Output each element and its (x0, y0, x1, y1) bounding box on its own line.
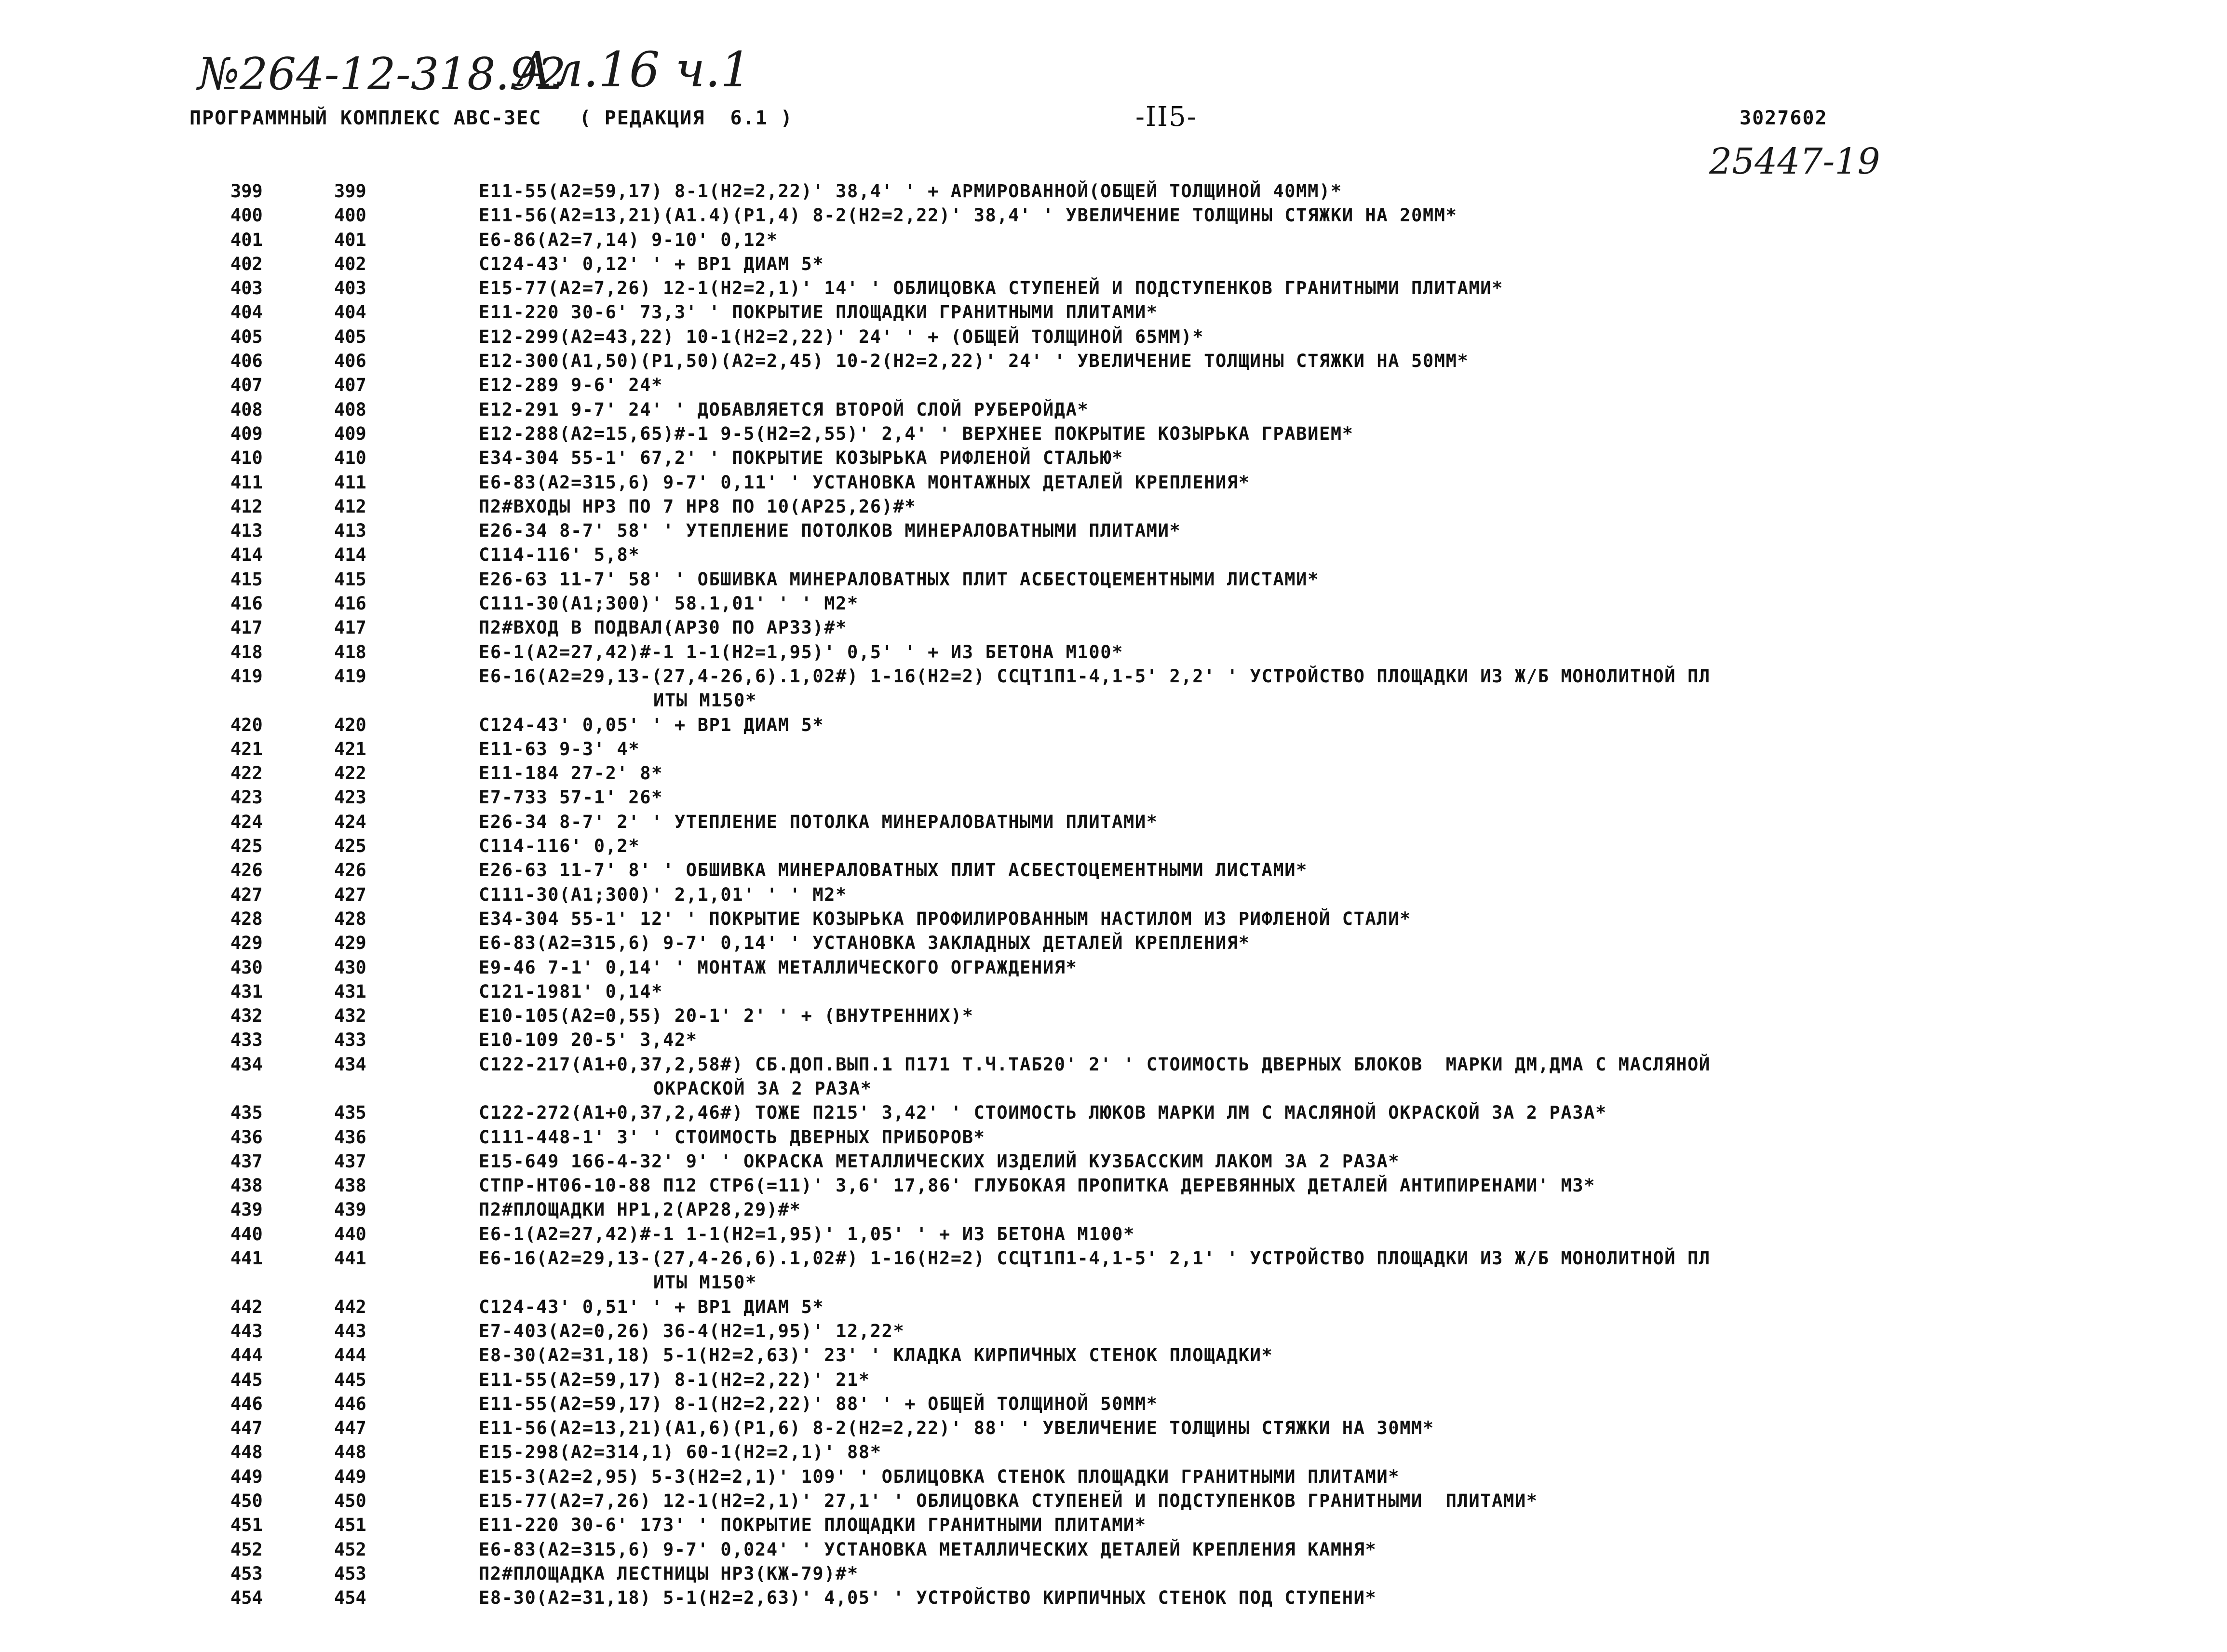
row-text: Е7-403(А2=0,26) 36-4(Н2=1,95)' 12,22* (479, 1320, 905, 1341)
listing-row (0, 1489, 2227, 1513)
row-number-secondary: 411 (334, 472, 366, 493)
program-header: ПРОГРАММНЫЙ КОМПЛЕКС АВС-3ЕС ( РЕДАКЦИЯ 6.1 ) (189, 107, 793, 129)
row-number-secondary: 449 (334, 1466, 366, 1487)
row-number: 403 (230, 278, 263, 299)
listing-row (0, 858, 2227, 882)
row-text: С114-116' 0,2* (479, 836, 640, 857)
row-text: П2#ВХОДЫ НР3 ПО 7 НР8 ПО 10(АР25,26)#* (479, 496, 917, 517)
row-number-secondary: 412 (334, 496, 366, 517)
row-text: Е15-298(А2=314,1) 60-1(Н2=2,1)' 88* (479, 1442, 882, 1463)
listing-row (0, 1440, 2227, 1464)
listing-row (0, 1538, 2227, 1562)
row-number-secondary: 440 (334, 1223, 366, 1245)
row-number-secondary: 452 (334, 1539, 366, 1560)
listing-row (0, 1368, 2227, 1392)
listing-row (0, 785, 2227, 810)
row-number-secondary: 420 (334, 714, 366, 735)
listing-row (0, 446, 2227, 470)
listing-row (0, 519, 2227, 543)
listing-row (0, 980, 2227, 1004)
listing-row (0, 737, 2227, 761)
row-number-secondary: 448 (334, 1442, 366, 1463)
row-number: 406 (230, 351, 263, 372)
row-number: 437 (230, 1151, 263, 1172)
row-number-secondary: 432 (334, 1005, 366, 1027)
row-text: Е6-86(А2=7,14) 9-10' 0,12* (479, 229, 778, 250)
row-number-secondary: 404 (334, 302, 366, 323)
row-text: Е34-304 55-1' 12' ' ПОКРЫТИЕ КОЗЫРЬКА ПРОФИЛИРОВАННЫМ НАСТИЛОМ ИЗ РИФЛЕНОЙ СТАЛИ* (479, 908, 1411, 929)
row-text: Е8-30(А2=31,18) 5-1(Н2=2,63)' 23' ' КЛАДКА КИРПИЧНЫХ СТЕНОК ПЛОЩАДКИ* (479, 1345, 1273, 1366)
row-number-secondary: 430 (334, 957, 366, 978)
listing-row-continuation (0, 1271, 2227, 1295)
row-number: 431 (230, 981, 263, 1002)
row-text: Е26-34 8-7' 2' ' УТЕПЛЕНИЕ ПОТОЛКА МИНЕРАЛОВАТНЫМИ ПЛИТАМИ* (479, 811, 1158, 832)
row-text: С122-217(А1+0,37,2,58#) СБ.ДОП.ВЫП.1 П171 Т.Ч.ТАБ20' 2' ' СТОИМОСТЬ ДВЕРНЫХ БЛОКОВ МАРКИ ДМ,ДМА С МАСЛЯНОЙ (479, 1054, 1711, 1075)
row-number-secondary: 402 (334, 253, 366, 274)
row-text: Е12-300(А1,50)(Р1,50)(А2=2,45) 10-2(Н2=2,22)' 24' ' УВЕЛИЧЕНИЕ ТОЛЩИНЫ СТЯЖКИ НА 50ММ* (479, 351, 1469, 372)
row-number: 433 (230, 1029, 263, 1051)
listing-row (0, 1125, 2227, 1150)
row-number: 441 (230, 1248, 263, 1269)
row-number: 445 (230, 1369, 263, 1390)
row-number: 402 (230, 253, 263, 274)
listing-row (0, 252, 2227, 276)
listing-row (0, 761, 2227, 785)
row-number: 443 (230, 1320, 263, 1341)
row-number: 434 (230, 1054, 263, 1075)
row-text: Е26-63 11-7' 58' ' ОБШИВКА МИНЕРАЛОВАТНЫХ ПЛИТ АСБЕСТОЦЕМЕНТНЫМИ ЛИСТАМИ* (479, 569, 1319, 590)
row-number: 423 (230, 787, 263, 808)
page-number: -II5- (1135, 101, 1197, 133)
listing-row (0, 664, 2227, 689)
row-number: 407 (230, 375, 263, 396)
row-text: Е6-16(А2=29,13-(27,4-26,6).1,02#) 1-16(Н2=2) ССЦТ1П1-4,1-5' 2,2' ' УСТРОЙСТВО ПЛОЩАДКИ ИЗ Ж/Б МОНОЛИТНОЙ ПЛ (479, 665, 1711, 687)
row-number-secondary: 421 (334, 738, 366, 759)
row-text: С124-43' 0,05' ' + ВР1 ДИАМ 5* (479, 714, 824, 735)
listing-row (0, 203, 2227, 228)
row-text: Е11-55(А2=59,17) 8-1(Н2=2,22)' 21* (479, 1369, 870, 1390)
row-text: Е11-55(А2=59,17) 8-1(Н2=2,22)' 88' ' + ОБЩЕЙ ТОЛЩИНОЙ 50ММ* (479, 1393, 1158, 1414)
row-number-secondary: 408 (334, 399, 366, 420)
row-number-secondary: 399 (334, 181, 366, 202)
row-number-secondary: 426 (334, 860, 366, 881)
row-number: 452 (230, 1539, 263, 1560)
row-text: Е11-184 27-2' 8* (479, 763, 663, 784)
row-text: Е7-733 57-1' 26* (479, 787, 663, 808)
row-text: Е11-56(А2=13,21)(А1,6)(Р1,6) 8-2(Н2=2,22)' 88' ' УВЕЛИЧЕНИЕ ТОЛЩИНЫ СТЯЖКИ НА 30ММ* (479, 1418, 1434, 1439)
row-number: 453 (230, 1563, 263, 1584)
row-number: 449 (230, 1466, 263, 1487)
row-number-secondary: 414 (334, 544, 366, 566)
row-number: 415 (230, 569, 263, 590)
row-number-secondary: 413 (334, 520, 366, 542)
row-number-secondary: 401 (334, 229, 366, 250)
row-number: 414 (230, 544, 263, 566)
row-number-secondary: 406 (334, 351, 366, 372)
row-number: 448 (230, 1442, 263, 1463)
listing-row (0, 398, 2227, 422)
row-number: 410 (230, 447, 263, 469)
row-text: ИТЫ М150* (653, 1272, 757, 1293)
row-text: П2#ВХОД В ПОДВАЛ(АР30 ПО АР33)#* (479, 617, 848, 638)
listing-row (0, 179, 2227, 203)
listing-row (0, 1416, 2227, 1440)
row-number: 451 (230, 1515, 263, 1536)
listing-row (0, 810, 2227, 834)
row-number: 429 (230, 933, 263, 954)
listing-row (0, 300, 2227, 325)
row-number-secondary: 427 (334, 884, 366, 905)
row-number-secondary: 423 (334, 787, 366, 808)
row-number: 436 (230, 1126, 263, 1148)
row-number: 417 (230, 617, 263, 638)
row-text: Е34-304 55-1' 67,2' ' ПОКРЫТИЕ КОЗЫРЬКА РИФЛЕНОЙ СТАЛЬЮ* (479, 447, 1124, 469)
row-number: 425 (230, 836, 263, 857)
row-number-secondary: 422 (334, 763, 366, 784)
listing-row (0, 1222, 2227, 1246)
listing-row (0, 568, 2227, 592)
row-text: Е10-109 20-5' 3,42* (479, 1029, 698, 1051)
row-number-secondary: 425 (334, 836, 366, 857)
row-number: 444 (230, 1345, 263, 1366)
listing-row (0, 1513, 2227, 1537)
row-number: 409 (230, 423, 263, 444)
row-number: 422 (230, 763, 263, 784)
row-number-secondary: 453 (334, 1563, 366, 1584)
listing-row (0, 1343, 2227, 1368)
row-number-secondary: 446 (334, 1393, 366, 1414)
listing-row (0, 1150, 2227, 1174)
row-text: С111-30(А1;300)' 2,1,01' ' ' М2* (479, 884, 848, 905)
listing-row (0, 883, 2227, 907)
row-number: 442 (230, 1296, 263, 1317)
row-number: 400 (230, 205, 263, 226)
listing-row (0, 1465, 2227, 1489)
row-text: Е15-649 166-4-32' 9' ' ОКРАСКА МЕТАЛЛИЧЕСКИХ ИЗДЕЛИЙ КУЗБАССКИМ ЛАКОМ ЗА 2 РАЗА* (479, 1151, 1400, 1172)
row-text: Е11-63 9-3' 4* (479, 738, 640, 759)
row-text: Е26-34 8-7' 58' ' УТЕПЛЕНИЕ ПОТОЛКОВ МИНЕРАЛОВАТНЫМИ ПЛИТАМИ* (479, 520, 1181, 542)
row-number-secondary: 450 (334, 1490, 366, 1512)
listing-row (0, 1319, 2227, 1343)
row-number-secondary: 445 (334, 1369, 366, 1390)
row-text: Е12-288(А2=15,65)#-1 9-5(Н2=2,55)' 2,4' ' ВЕРХНЕЕ ПОКРЫТИЕ КОЗЫРЬКА ГРАВИЕМ* (479, 423, 1354, 444)
row-number: 413 (230, 520, 263, 542)
listing-row (0, 543, 2227, 567)
row-number-secondary: 441 (334, 1248, 366, 1269)
listing-row (0, 1028, 2227, 1052)
row-number: 408 (230, 399, 263, 420)
row-number: 404 (230, 302, 263, 323)
row-number: 401 (230, 229, 263, 250)
listing-row (0, 907, 2227, 931)
row-number: 426 (230, 860, 263, 881)
row-number-secondary: 444 (334, 1345, 366, 1366)
listing-row-continuation (0, 689, 2227, 713)
row-number: 440 (230, 1223, 263, 1245)
row-number-secondary: 437 (334, 1151, 366, 1172)
row-text: С122-272(А1+0,37,2,46#) ТОЖЕ П215' 3,42' ' СТОИМОСТЬ ЛЮКОВ МАРКИ ЛМ С МАСЛЯНОЙ ОКРАСКОЙ ЗА 2 РАЗА* (479, 1102, 1607, 1124)
row-number-secondary: 435 (334, 1102, 366, 1124)
listing-row (0, 422, 2227, 446)
handwritten-code: 25447-19 (1709, 141, 1880, 182)
row-text: Е15-77(А2=7,26) 12-1(Н2=2,1)' 27,1' ' ОБЛИЦОВКА СТУПЕНЕЙ И ПОДСТУПЕНКОВ ГРАНИТНЫМИ ПЛИТАМИ* (479, 1490, 1538, 1512)
row-number: 450 (230, 1490, 263, 1512)
listing-row (0, 1174, 2227, 1198)
row-number: 416 (230, 593, 263, 614)
row-number-secondary: 433 (334, 1029, 366, 1051)
listing-row (0, 1586, 2227, 1610)
row-text: Е6-83(А2=315,6) 9-7' 0,11' ' УСТАНОВКА МОНТАЖНЫХ ДЕТАЛЕЙ КРЕПЛЕНИЯ* (479, 472, 1250, 493)
row-number-secondary: 442 (334, 1296, 366, 1317)
row-number-secondary: 416 (334, 593, 366, 614)
row-text: С124-43' 0,51' ' + ВР1 ДИАМ 5* (479, 1296, 824, 1317)
row-text: П2#ПЛОЩАДКИ НР1,2(АР28,29)#* (479, 1199, 801, 1220)
row-text: Е6-1(А2=27,42)#-1 1-1(Н2=1,95)' 1,05' ' + ИЗ БЕТОНА М100* (479, 1223, 1135, 1245)
row-number-secondary: 415 (334, 569, 366, 590)
listing-row-continuation (0, 1077, 2227, 1101)
row-text: С124-43' 0,12' ' + ВР1 ДИАМ 5* (479, 253, 824, 274)
row-number-secondary: 436 (334, 1126, 366, 1148)
row-text: Е9-46 7-1' 0,14' ' МОНТАЖ МЕТАЛЛИЧЕСКОГО ОГРАЖДЕНИЯ* (479, 957, 1078, 978)
row-number-secondary: 424 (334, 811, 366, 832)
listing-row (0, 1562, 2227, 1586)
listing-row (0, 931, 2227, 955)
row-text: Е26-63 11-7' 8' ' ОБШИВКА МИНЕРАЛОВАТНЫХ ПЛИТ АСБЕСТОЦЕМЕНТНЫМИ ЛИСТАМИ* (479, 860, 1308, 881)
row-number: 420 (230, 714, 263, 735)
row-number: 439 (230, 1199, 263, 1220)
listing-row (0, 1246, 2227, 1271)
row-number-secondary: 400 (334, 205, 366, 226)
row-text: Е6-1(А2=27,42)#-1 1-1(Н2=1,95)' 0,5' ' + ИЗ БЕТОНА М100* (479, 641, 1124, 663)
listing-row (0, 276, 2227, 300)
listing-row (0, 1053, 2227, 1077)
row-number: 412 (230, 496, 263, 517)
document-code: 3027602 (1740, 107, 1828, 129)
row-number: 424 (230, 811, 263, 832)
row-text: Е8-30(А2=31,18) 5-1(Н2=2,63)' 4,05' ' УСТРОЙСТВО КИРПИЧНЫХ СТЕНОК ПОД СТУПЕНИ* (479, 1587, 1377, 1609)
row-number: 435 (230, 1102, 263, 1124)
handwritten-album-reference: Ал.16 ч.1 (516, 41, 751, 98)
listing-row (0, 956, 2227, 980)
row-text: Е11-220 30-6' 173' ' ПОКРЫТИЕ ПЛОЩАДКИ ГРАНИТНЫМИ ПЛИТАМИ* (479, 1515, 1147, 1536)
listing-row (0, 1198, 2227, 1222)
row-number: 418 (230, 641, 263, 663)
estimate-listing (0, 179, 2227, 1611)
listing-row (0, 325, 2227, 349)
listing-row (0, 1295, 2227, 1319)
row-number: 405 (230, 326, 263, 347)
row-number-secondary: 428 (334, 908, 366, 929)
row-text: СТПР-НТ06-10-88 П12 СТР6(=11)' 3,6' 17,86' ГЛУБОКАЯ ПРОПИТКА ДЕРЕВЯННЫХ ДЕТАЛЕЙ АНТИПИРЕНАМИ' М3* (479, 1175, 1595, 1196)
listing-row (0, 834, 2227, 858)
row-number-secondary: 419 (334, 665, 366, 687)
row-number-secondary: 439 (334, 1199, 366, 1220)
row-number: 399 (230, 181, 263, 202)
row-number-secondary: 403 (334, 278, 366, 299)
row-number-secondary: 434 (334, 1054, 366, 1075)
row-number: 454 (230, 1587, 263, 1609)
row-number-secondary: 454 (334, 1587, 366, 1609)
listing-row (0, 592, 2227, 616)
listing-row (0, 640, 2227, 664)
handwritten-document-number: №264-12-318.92 (198, 48, 566, 100)
listing-row (0, 1392, 2227, 1416)
listing-row (0, 616, 2227, 640)
listing-row (0, 373, 2227, 397)
row-number-secondary: 417 (334, 617, 366, 638)
row-text: П2#ПЛОЩАДКА ЛЕСТНИЦЫ НР3(КЖ-79)#* (479, 1563, 859, 1584)
row-number: 427 (230, 884, 263, 905)
row-text: С111-30(А1;300)' 58.1,01' ' ' М2* (479, 593, 859, 614)
listing-row (0, 495, 2227, 519)
listing-row (0, 228, 2227, 252)
row-number: 446 (230, 1393, 263, 1414)
row-number: 430 (230, 957, 263, 978)
row-text: ИТЫ М150* (653, 690, 757, 711)
row-number-secondary: 429 (334, 933, 366, 954)
row-number: 432 (230, 1005, 263, 1027)
row-text: С114-116' 5,8* (479, 544, 640, 566)
listing-row (0, 713, 2227, 737)
row-text: С111-448-1' 3' ' СТОИМОСТЬ ДВЕРНЫХ ПРИБОРОВ* (479, 1126, 985, 1148)
listing-row (0, 471, 2227, 495)
row-text: Е12-291 9-7' 24' ' ДОБАВЛЯЕТСЯ ВТОРОЙ СЛОЙ РУБЕРОЙДА* (479, 399, 1089, 420)
row-text: Е10-105(А2=0,55) 20-1' 2' ' + (ВНУТРЕННИХ)* (479, 1005, 974, 1027)
row-number-secondary: 410 (334, 447, 366, 469)
row-number-secondary: 443 (334, 1320, 366, 1341)
row-text: Е6-83(А2=315,6) 9-7' 0,14' ' УСТАНОВКА ЗАКЛАДНЫХ ДЕТАЛЕЙ КРЕПЛЕНИЯ* (479, 933, 1250, 954)
row-number-secondary: 447 (334, 1418, 366, 1439)
row-text: Е6-16(А2=29,13-(27,4-26,6).1,02#) 1-16(Н2=2) ССЦТ1П1-4,1-5' 2,1' ' УСТРОЙСТВО ПЛОЩАДКИ ИЗ Ж/Б МОНОЛИТНОЙ ПЛ (479, 1248, 1711, 1269)
row-text: Е12-299(А2=43,22) 10-1(Н2=2,22)' 24' ' + (ОБЩЕЙ ТОЛЩИНОЙ 65ММ)* (479, 326, 1204, 347)
row-number: 428 (230, 908, 263, 929)
listing-row (0, 349, 2227, 373)
row-text: Е15-77(А2=7,26) 12-1(Н2=2,1)' 14' ' ОБЛИЦОВКА СТУПЕНЕЙ И ПОДСТУПЕНКОВ ГРАНИТНЫМИ ПЛИТАМИ* (479, 278, 1503, 299)
row-number: 421 (230, 738, 263, 759)
listing-row (0, 1004, 2227, 1028)
row-number-secondary: 438 (334, 1175, 366, 1196)
row-text: Е11-56(А2=13,21)(А1.4)(Р1,4) 8-2(Н2=2,22)' 38,4' ' УВЕЛИЧЕНИЕ ТОЛЩИНЫ СТЯЖКИ НА 20ММ* (479, 205, 1458, 226)
row-text: Е15-3(А2=2,95) 5-3(Н2=2,1)' 109' ' ОБЛИЦОВКА СТЕНОК ПЛОЩАДКИ ГРАНИТНЫМИ ПЛИТАМИ* (479, 1466, 1400, 1487)
row-number: 438 (230, 1175, 263, 1196)
row-number: 411 (230, 472, 263, 493)
row-text: Е11-55(А2=59,17) 8-1(Н2=2,22)' 38,4' ' + АРМИРОВАННОЙ(ОБЩЕЙ ТОЛЩИНОЙ 40ММ)* (479, 181, 1342, 202)
row-text: С121-1981' 0,14* (479, 981, 663, 1002)
row-text: Е6-83(А2=315,6) 9-7' 0,024' ' УСТАНОВКА МЕТАЛЛИЧЕСКИХ ДЕТАЛЕЙ КРЕПЛЕНИЯ КАМНЯ* (479, 1539, 1377, 1560)
row-text: ОКРАСКОЙ ЗА 2 РАЗА* (653, 1078, 872, 1099)
row-number: 447 (230, 1418, 263, 1439)
listing-row (0, 1101, 2227, 1125)
row-number: 419 (230, 665, 263, 687)
row-text: Е11-220 30-6' 73,3' ' ПОКРЫТИЕ ПЛОЩАДКИ ГРАНИТНЫМИ ПЛИТАМИ* (479, 302, 1158, 323)
row-number-secondary: 451 (334, 1515, 366, 1536)
row-number-secondary: 407 (334, 375, 366, 396)
row-number-secondary: 418 (334, 641, 366, 663)
row-number-secondary: 405 (334, 326, 366, 347)
row-text: Е12-289 9-6' 24* (479, 375, 663, 396)
row-number-secondary: 431 (334, 981, 366, 1002)
row-number-secondary: 409 (334, 423, 366, 444)
